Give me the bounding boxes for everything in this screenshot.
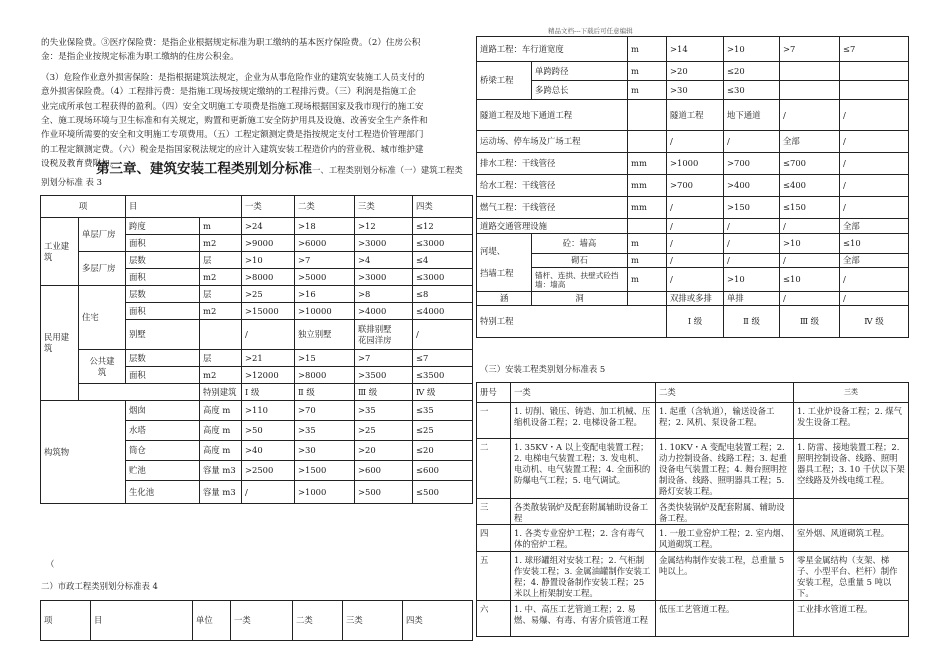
table4 xyxy=(40,600,473,641)
table-row: 册号 一类 二类 三类 xyxy=(477,383,909,403)
table-row: 六 1. 中、高压工艺管道工程；2. 易燃、易爆、有毒、有害介质管道工程 低压工艺管道工程。 工业排水管道工程。 xyxy=(477,601,909,637)
chapter-heading xyxy=(96,157,476,177)
table-row: 面积 m2 >8000 >5000 >3000 ≤3000 xyxy=(41,269,473,286)
table-row: 水塔 高度 m >50 >35 >25 ≤25 xyxy=(41,421,473,441)
table-row: 四 1. 各类专业窑炉工程；2. 含有毒气体的窑炉工程。 1. 一般工业窑炉工程；2. 室内烟、风道砌筑工程。 室外烟、风道砌筑工程。 xyxy=(477,525,909,552)
table4-caption: 二）市政工程类别划分标准表 4 xyxy=(41,581,158,591)
table-row: 别墅 / 独立别墅 联排别墅 花园洋房 / xyxy=(41,320,473,350)
intro-line: 的失业保险费。③医疗保险费：是指企业根据规定标准为职工缴纳的基本医疗保险费。（2）住房公积 xyxy=(41,38,421,48)
table-row: 构筑物 烟囱 高度 m >110 >70 >35 ≤35 xyxy=(41,401,473,421)
table-row: 项 目 一类 二类 三类 四类 xyxy=(41,196,473,218)
table-row: 多跨总长 m >30 ≤30 xyxy=(477,81,909,100)
table-row: 面积 m2 >12000 >8000 >3500 ≤3500 xyxy=(41,367,473,384)
table-row: 涵 洞 双排或多排 单排 / / xyxy=(477,292,909,306)
table5 xyxy=(476,382,909,637)
intro-line: 意外损害保险费。（4）工程排污费：是指施工现场按规定缴纳的工程排污费。（三）利润是指施工企 xyxy=(41,87,416,98)
table-row: 贮池 容量 m3 >2500 >1500 >600 ≤600 xyxy=(41,461,473,481)
table-row: 桥梁工程 单跨跨径 m >20 ≤20 xyxy=(477,62,909,81)
table-row: 道路交通管理设施 / / / 全部 xyxy=(477,219,909,234)
table-row: 给水工程：干线管径 mm >700 >400 ≤400 / xyxy=(477,175,909,197)
intro-paragraph xyxy=(41,36,471,172)
table-row: 隧道工程及地下通道工程 隧道工程 地下通道 / / xyxy=(477,100,909,131)
table-row: 多层厂房 层数 层 >10 >7 >4 ≤4 xyxy=(41,252,473,269)
intro-line: 金：是指企业按规定标准为职工缴纳的住房公积金。 xyxy=(41,52,239,63)
table-row: 二 1. 35KV・A 以上变配电装置工程；2. 电梯电气装置工程；3. 发电机、电动机、电气装置工程；4. 全面积的防爆电气工程；5. 电气调试。 1. 10KV・A 变配电装置工程；2. 动力控制设备、线路工程；3. 起重设备电气装置工程；4. 舞台照明控制设备、线路、照明器具工程；5. 路灯安装工程。 1. 防雷、接地装置工程；2. 照明控制设备、线路、照明器具工程；3. 10 千伏以下架空线路及外线电缆工程。 xyxy=(477,439,909,499)
table-row: 特别工程 Ⅰ 级 Ⅱ 级 Ⅲ 级 Ⅳ 级 xyxy=(477,306,909,338)
intro-line: 作业环境所需要的安全和文明施工专项费用。（五）工程定额测定费是指按规定支付工程造价管理部门 xyxy=(41,130,424,141)
table-row: 民用建筑 住宅 层数 层 >25 >16 >8 ≤8 xyxy=(41,286,473,303)
table5-caption: （三）安装工程类别划分标准表 5 xyxy=(480,364,606,374)
table-row: 面积 m2 >9000 >6000 >3000 ≤3000 xyxy=(41,235,473,252)
table-row: 面积 m2 >15000 >10000 >4000 ≤4000 xyxy=(41,303,473,320)
table-row: 河堤、 挡墙工程 砼：墙高 m / / >10 ≤10 xyxy=(477,234,909,254)
table-row: 五 1. 球形罐组对安装工程；2. 气柜制作安装工程；3. 金属油罐制作安装工程；4. 静置设备制作安装工程；25 米以上桁架制安工程。 金属结构制作安装工程，总重量 5 吨以上。 零星金属结构（支架、梯子、小型平台、栏杆）制作安装工程，总重量 5 吨以下。 xyxy=(477,552,909,601)
intro-line: 业完成所承包工程获得的盈利。（四）安全文明施工专项费是指施工现场根据国家及我市现行的施工安 xyxy=(41,101,424,112)
chapter-title: 第三章、建筑安装工程类别划分标准 xyxy=(96,161,312,177)
intro-line: 设税及教育费附加。 xyxy=(41,159,119,170)
header-note: 精品文档---下载后可任意编辑 xyxy=(548,27,633,35)
table-row: 筒仓 高度 m >40 >30 >20 ≤20 xyxy=(41,441,473,461)
intro-line: 的工程定额测定费。（六）税金是指国家税法规定的应计入建筑安装工程造价内的营业税、城市维护建 xyxy=(41,144,424,155)
intro-line: （3）危险作业意外损害保险：是指根据建筑法规定，企业为从事危险作业的建筑安装施工人员支付的 xyxy=(41,72,425,83)
chapter-subtitle: 一、工程类别划分标准（一）建筑工程类 xyxy=(312,165,463,175)
table-row: 燃气工程：干线管径 mm / >150 ≤150 / xyxy=(477,197,909,219)
table-row: 运动场、停车场及广场工程 / / 全部 / xyxy=(477,131,909,153)
table-row: 三 各类散装锅炉及配套附属辅助设备工程 各类快装锅炉及配套附属、辅助设备工程。 xyxy=(477,499,909,525)
table-row: 特别建筑 Ⅰ 级 Ⅱ 级 Ⅲ 级 Ⅳ 级 xyxy=(41,384,473,401)
table-row: 排水工程：干线管径 mm >1000 >700 ≤700 / xyxy=(477,153,909,175)
table3-caption: 别划分标准 表 3 xyxy=(41,177,102,187)
table-row: 生化池 容量 m3 / >1000 >500 ≤500 xyxy=(41,481,473,504)
table4-continued xyxy=(476,36,909,338)
table-row: 一 1. 切削、锻压、铸造、加工机械、压缩机设备工程；2. 电梯设备工程。 1. 起重（含轨道），输送设备工程；2. 风机、泵设备工程。 1. 工业炉设备工程；2. 煤气发生设备工程。 xyxy=(477,403,909,439)
table3 xyxy=(40,195,473,504)
intro-line: 全、施工现场环境与卫生标准和有关规定，购置和更新施工安全防护用具及设施、改善安全生产条件和 xyxy=(41,116,428,127)
table-row: 锚杆、连拱、扶壁式砼挡墙：墙高 m / >10 ≤10 / xyxy=(477,268,909,292)
table-row: 项 目 单位 一类 二类 三类 四类 xyxy=(41,601,473,641)
table-row: 工业建筑 单层厂房 跨度 m >24 >18 >12 ≤12 xyxy=(41,218,473,235)
table-row: 砌石 m / / / 全部 xyxy=(477,254,909,268)
table-row: 道路工程：车行道宽度 m >14 >10 >7 ≤7 xyxy=(477,37,909,62)
paren-open: （ xyxy=(46,559,55,569)
table-row: 公共建 筑 层数 层 >21 >15 >7 ≤7 xyxy=(41,350,473,367)
